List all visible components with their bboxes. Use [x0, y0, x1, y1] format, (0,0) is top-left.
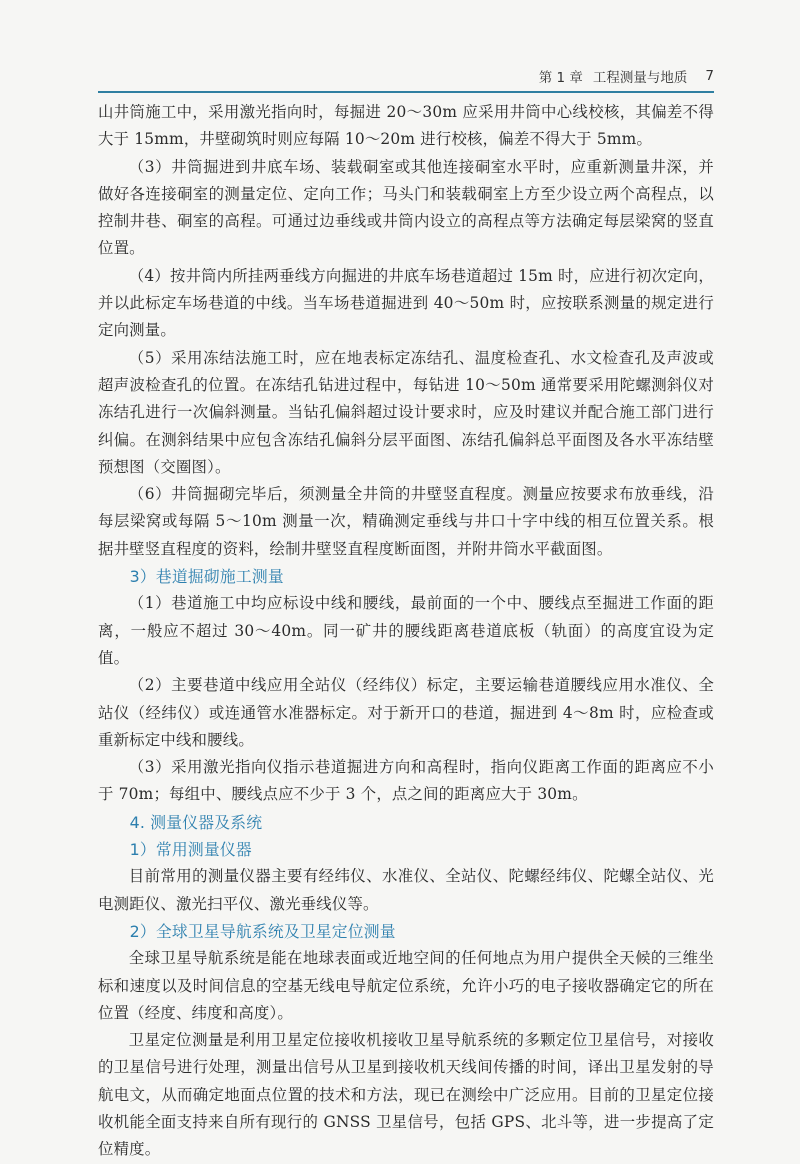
section-heading: 2）全球卫星导航系统及卫星定位测量: [129, 921, 396, 941]
page-number: 7: [705, 68, 714, 84]
page-body: [98, 99, 714, 1164]
chapter-number: 第 1 章: [538, 70, 583, 86]
section-heading: 4. 测量仪器及系统: [129, 812, 263, 832]
paragraph: 山井筒施工中，采用激光指向时，每掘进 20～30m 应采用井筒中心线校核，其偏差不得大于 15mm，井壁砌筑时则应每隔 10～20m 进行校核，偏差不得大于 5mm。: [98, 103, 714, 149]
paragraph: （3）采用激光指向仪指示巷道掘进方向和高程时，指向仪距离工作面的距离应不小于 70m；每组中、腰线点应不少于 3 个，点之间的距离应大于 30m。: [98, 758, 714, 804]
paragraph: （5）采用冻结法施工时，应在地表标定冻结孔、温度检查孔、水文检查孔及声波或超声波检查孔的位置。在冻结孔钻进过程中，每钻进 10～50m 通常要采用陀螺测斜仪对冻结孔进行一次偏斜测量。当钻孔偏斜超过设计要求时，应及时建议并配合施工部门进行纠偏。在测斜结果中应包含冻结孔偏斜分层平面图、冻结孔偏斜总平面图及各水平冻结壁预想图（交圈图）。: [98, 348, 714, 476]
section-heading: 3）巷道掘砌施工测量: [129, 567, 284, 587]
section-heading: 1）常用测量仪器: [129, 840, 252, 860]
paragraph: （2）主要巷道中线应用全站仪（经纬仪）标定，主要运输巷道腰线应用水准仪、全站仪（经纬仪）或连通管水准器标定。对于新开口的巷道，掘进到 4～8m 时，应检查或重新标定中线和腰线。: [98, 676, 714, 749]
header-rule: [98, 91, 714, 93]
paragraph: 目前常用的测量仪器主要有经纬仪、水准仪、全站仪、陀螺经纬仪、陀螺全站仪、光电测距仪、激光扫平仪、激光垂线仪等。: [98, 867, 714, 913]
paragraph: 全球卫星导航系统是能在地球表面或近地空间的任何地点为用户提供全天候的三维坐标和速度以及时间信息的空基无线电导航定位系统，允许小巧的电子接收器确定它的所在位置（经度、纬度和高度）。: [98, 949, 714, 1022]
paragraph: 卫星定位测量是利用卫星定位接收机接收卫星导航系统的多颗定位卫星信号，对接收的卫星信号进行处理，测量出信号从卫星到接收机天线间传播的时间，译出卫星发射的导航电文，从而确定地面点位置的技术和方法，现已在测绘中广泛应用。目前的卫星定位接收机能全面支持来自所有现行的 GNSS 卫星信号，包括 GPS、北斗等，进一步提高了定位精度。: [98, 1031, 714, 1159]
chapter-title: 工程测量与地质: [592, 70, 688, 86]
paragraph: （1）巷道施工中均应标设中线和腰线，最前面的一个中、腰线点至掘进工作面的距离，一般应不超过 30～40m。同一矿井的腰线距离巷道底板（轨面）的高度宜设为定值。: [98, 594, 714, 667]
paragraph: （4）按井筒内所挂两垂线方向掘进的井底车场巷道超过 15m 时，应进行初次定向，并以此标定车场巷道的中线。当车场巷道掘进到 40～50m 时，应按联系测量的规定进行定向测量。: [98, 266, 714, 340]
paragraph: （3）井筒掘进到井底车场、装载硐室或其他连接硐室水平时，应重新测量井深，并做好各连接硐室的测量定位、定向工作；马头门和装载硐室上方至少设立两个高程点，以控制井巷、硐室的高程。可通过边垂线或井筒内设立的高程点等方法确定每层梁窝的竖直位置。: [98, 157, 714, 258]
paragraph: （6）井筒掘砌完毕后，须测量全井筒的井壁竖直程度。测量应按要求布放垂线，沿每层梁窝或每隔 5～10m 测量一次，精确测定垂线与井口十字中线的相互位置关系。根据井壁竖直程度的资料，绘制井壁竖直程度断面图，并附井筒水平截面图。: [98, 485, 714, 558]
running-header: [98, 62, 714, 90]
